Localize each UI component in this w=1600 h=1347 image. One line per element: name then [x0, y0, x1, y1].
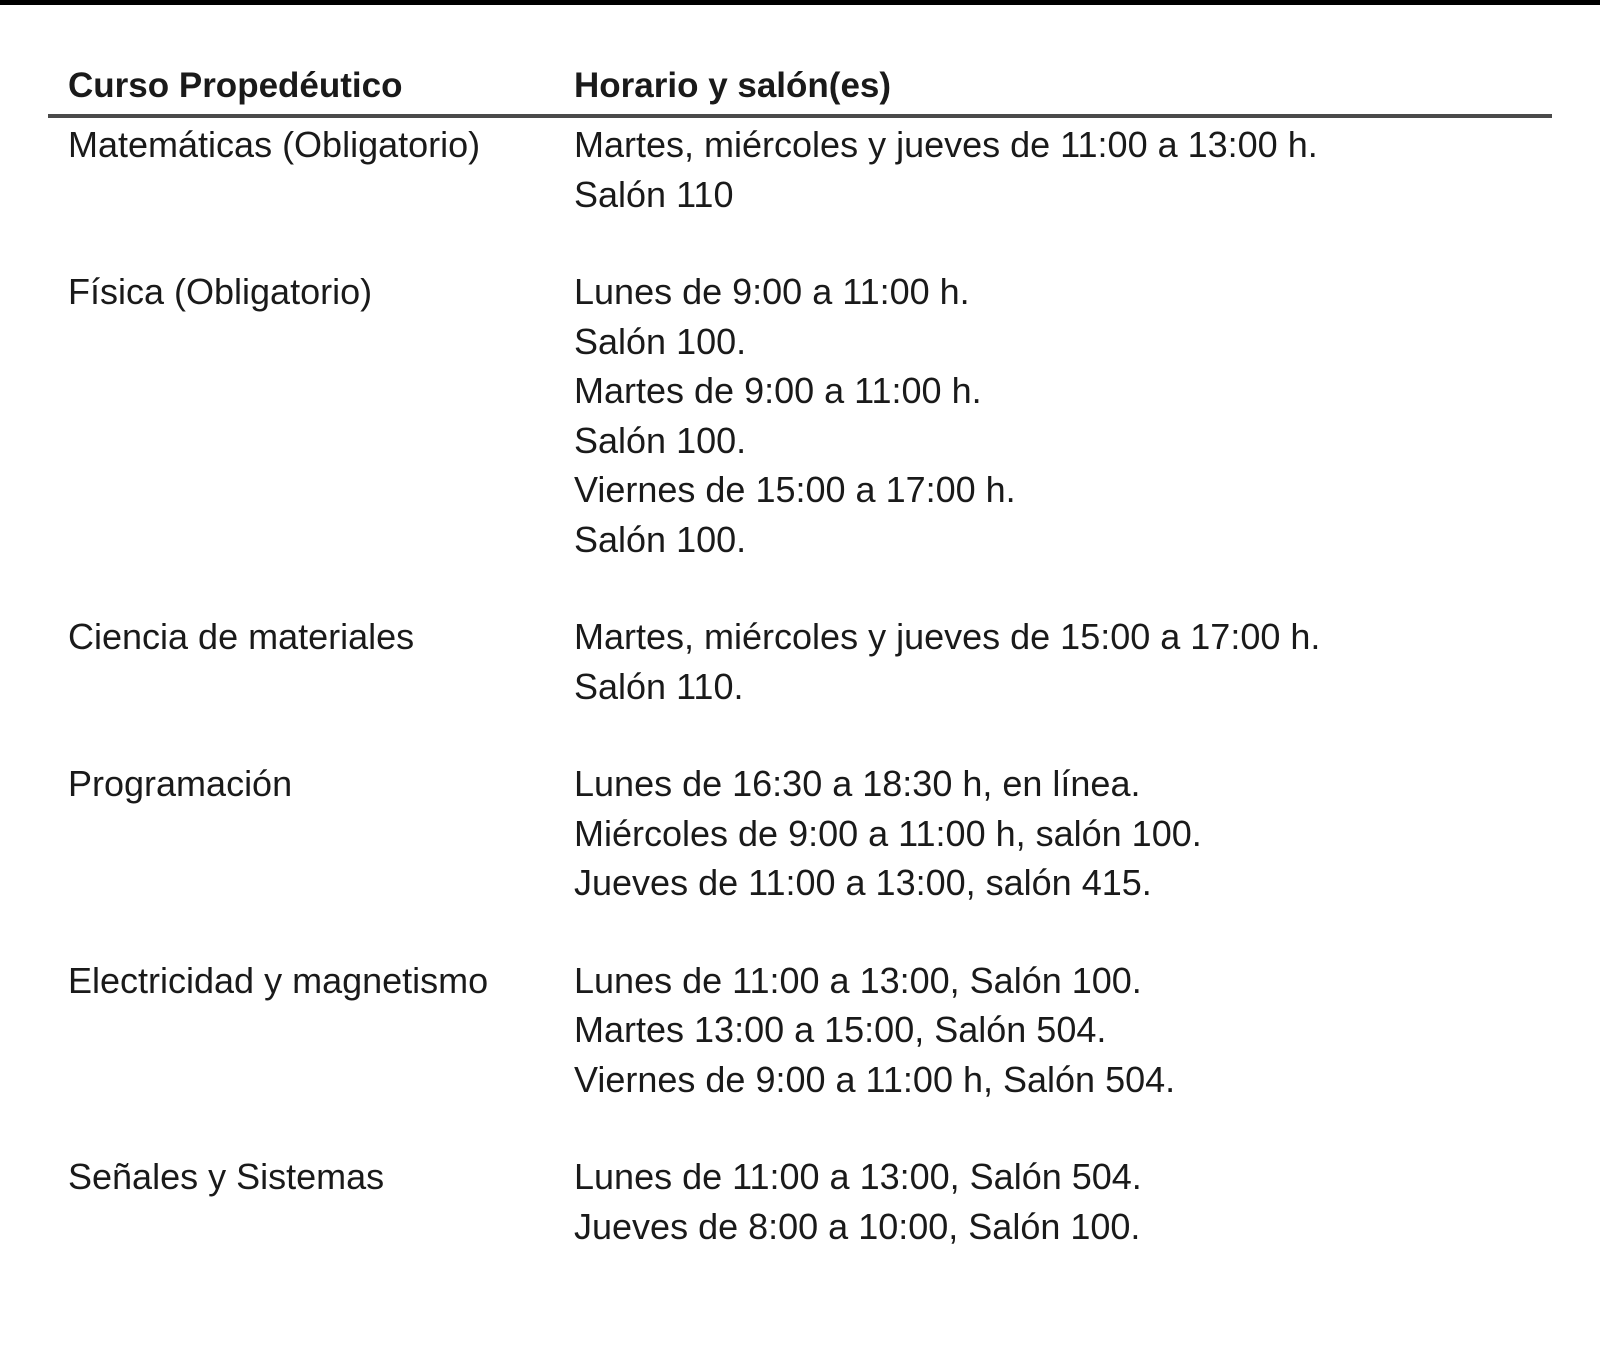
schedule-cell	[574, 120, 1552, 219]
course-name: Matemáticas (Obligatorio)	[68, 124, 481, 165]
schedule-line: Miércoles de 9:00 a 11:00 h, salón 100.	[574, 812, 1202, 854]
course-name: Electricidad y magnetismo	[68, 959, 489, 1001]
schedule-cell	[574, 612, 1552, 711]
schedule-line: Lunes de 11:00 a 13:00, Salón 100.	[574, 959, 1142, 1001]
course-name: Señales y Sistemas	[68, 1156, 385, 1197]
top-border	[0, 0, 1600, 5]
table-row	[48, 1152, 1552, 1251]
course-name: Programación	[68, 763, 293, 804]
table-row	[48, 267, 1552, 564]
header-schedule: Horario y salón(es)	[574, 66, 892, 105]
table-row	[48, 759, 1552, 908]
schedule-line: Jueves de 8:00 a 10:00, Salón 100.	[574, 1205, 1141, 1247]
course-name: Ciencia de materiales	[68, 616, 415, 657]
schedule-line: Martes de 9:00 a 11:00 h.	[574, 370, 982, 411]
schedule-line: Martes, miércoles y jueves de 11:00 a 13:00 h.	[574, 124, 1318, 165]
schedule-cell	[574, 1152, 1552, 1251]
schedule-line: Lunes de 16:30 a 18:30 h, en línea.	[574, 763, 1141, 804]
schedule-cell	[574, 956, 1552, 1105]
table-header	[48, 60, 1552, 118]
table-row	[48, 612, 1552, 711]
schedule-table	[48, 60, 1552, 1251]
schedule-cell	[574, 267, 1552, 564]
schedule-line: Salón 110.	[574, 665, 744, 707]
table-row	[48, 956, 1552, 1105]
schedule-line: Martes, miércoles y jueves de 15:00 a 17:00 h.	[574, 616, 1321, 657]
table-row	[48, 120, 1552, 219]
schedule-line: Lunes de 9:00 a 11:00 h.	[574, 271, 970, 312]
schedule-line: Salón 100.	[574, 320, 747, 362]
schedule-line: Lunes de 11:00 a 13:00, Salón 504.	[574, 1156, 1142, 1197]
schedule-line: Salón 100.	[574, 419, 747, 461]
schedule-line: Jueves de 11:00 a 13:00, salón 415.	[574, 862, 1152, 903]
schedule-line: Viernes de 15:00 a 17:00 h.	[574, 469, 1016, 510]
course-name: Física (Obligatorio)	[68, 271, 373, 312]
header-course: Curso Propedéutico	[68, 66, 403, 105]
schedule-cell	[574, 759, 1552, 908]
schedule-line: Viernes de 9:00 a 11:00 h, Salón 504.	[574, 1058, 1176, 1100]
schedule-line: Martes 13:00 a 15:00, Salón 504.	[574, 1009, 1107, 1050]
schedule-line: Salón 110	[574, 173, 734, 215]
schedule-line: Salón 100.	[574, 518, 747, 560]
